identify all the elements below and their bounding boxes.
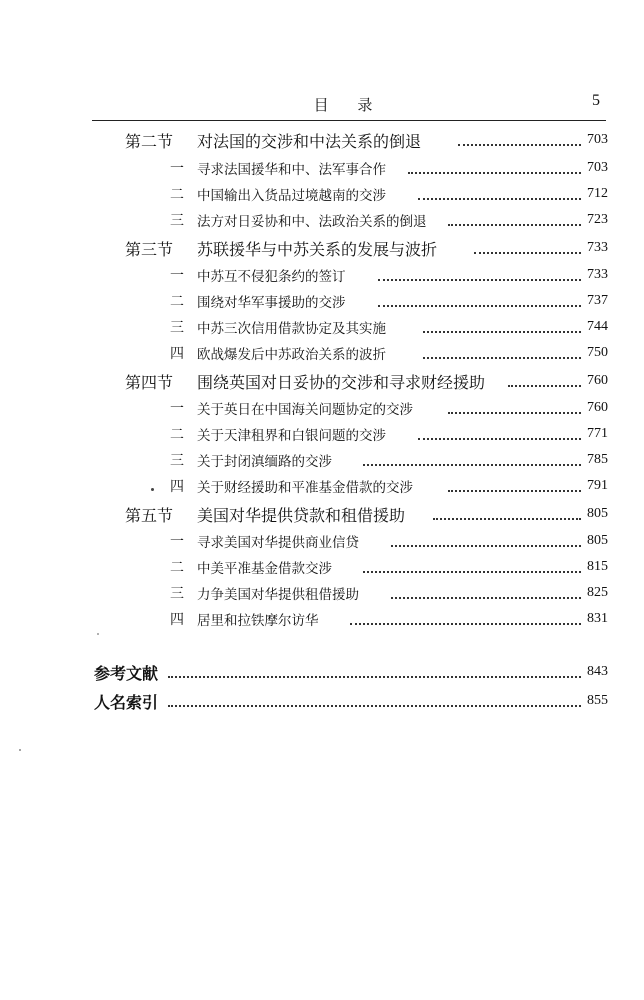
section-number: 第四节 — [125, 372, 174, 392]
toc-backmatter[interactable] — [0, 659, 644, 685]
section-title: 围绕英国对日妥协的交涉和寻求财经援助 — [197, 372, 486, 392]
toc-section[interactable] — [0, 501, 644, 527]
subsection-number: 四 — [170, 479, 184, 495]
subsection-title: 关于封闭滇缅路的交涉 — [197, 454, 332, 470]
page-number: 791 — [587, 478, 608, 493]
toc-section[interactable] — [0, 368, 644, 394]
page-number: 805 — [587, 506, 608, 521]
page-number: 843 — [587, 664, 608, 679]
section-title: 美国对华提供贷款和租借援助 — [197, 505, 406, 525]
toc-subsection[interactable] — [0, 554, 644, 580]
subsection-number: 三 — [170, 586, 184, 602]
subsection-title: 中美平准基金借款交涉 — [197, 561, 332, 577]
backmatter-title: 参考文献 — [94, 663, 159, 683]
section-number: 第三节 — [125, 239, 174, 259]
subsection-title: 中苏互不侵犯条约的签订 — [197, 269, 346, 285]
page-number: 831 — [587, 611, 608, 626]
dot-leader — [418, 437, 581, 440]
dot-leader — [423, 356, 581, 359]
page-number: 805 — [587, 533, 608, 548]
page-number: 785 — [587, 452, 608, 467]
dot-leader — [363, 570, 581, 573]
dot-leader — [378, 304, 581, 307]
subsection-number: 一 — [170, 401, 184, 417]
section-title: 对法国的交涉和中法关系的倒退 — [197, 131, 422, 151]
toc-subsection[interactable] — [0, 288, 644, 314]
subsection-number: 二 — [170, 187, 184, 203]
toc-section[interactable] — [0, 127, 644, 153]
subsection-title: 寻求美国对华提供商业信贷 — [197, 535, 359, 551]
dot-leader — [508, 384, 581, 387]
page-number: 760 — [587, 373, 608, 388]
page-number: 703 — [587, 160, 608, 175]
subsection-number: 一 — [170, 534, 184, 550]
dot-leader — [474, 251, 581, 254]
section-title: 苏联援华与中苏关系的发展与波折 — [197, 239, 438, 259]
subsection-number: 三 — [170, 320, 184, 336]
subsection-title: 中国输出入货品过境越南的交涉 — [197, 188, 386, 204]
dot-leader — [448, 489, 581, 492]
toc-subsection[interactable] — [0, 473, 644, 499]
toc-subsection[interactable] — [0, 314, 644, 340]
dot-leader — [363, 463, 581, 466]
subsection-number: 二 — [170, 560, 184, 576]
page-number: 825 — [587, 585, 608, 600]
subsection-title: 寻求法国援华和中、法军事合作 — [197, 162, 386, 178]
subsection-title: 关于天津租界和白银问题的交涉 — [197, 428, 386, 444]
toc-subsection[interactable] — [0, 155, 644, 181]
dot-leader — [418, 197, 581, 200]
subsection-number: 一 — [170, 161, 184, 177]
subsection-title: 关于财经援助和平准基金借款的交涉 — [197, 480, 413, 496]
page-number: 733 — [587, 267, 608, 282]
toc-subsection[interactable] — [0, 606, 644, 632]
subsection-number: 三 — [170, 453, 184, 469]
page-number: 712 — [587, 186, 608, 201]
dot-leader — [391, 596, 581, 599]
subsection-number: 四 — [170, 346, 184, 362]
subsection-title: 围绕对华军事援助的交涉 — [197, 295, 346, 311]
dot-leader — [378, 278, 581, 281]
dot-leader — [350, 622, 581, 625]
toc-section[interactable] — [0, 235, 644, 261]
subsection-title: 欧战爆发后中苏政治关系的波折 — [197, 347, 386, 363]
toc-subsection[interactable] — [0, 580, 644, 606]
toc-subsection[interactable] — [0, 262, 644, 288]
toc-backmatter[interactable] — [0, 688, 644, 714]
dot-leader — [423, 330, 581, 333]
subsection-title: 居里和拉铁摩尔访华 — [197, 613, 319, 629]
dot-leader — [168, 675, 581, 678]
header-rule — [92, 120, 606, 121]
page-header — [92, 92, 606, 116]
page-number: 733 — [587, 240, 608, 255]
dot-leader — [448, 223, 581, 226]
subsection-number: 一 — [170, 268, 184, 284]
dot-leader — [433, 517, 581, 520]
subsection-title: 法方对日妥协和中、法政治关系的倒退 — [197, 214, 427, 230]
toc-subsection[interactable] — [0, 207, 644, 233]
page-number: 723 — [587, 212, 608, 227]
toc-subsection[interactable] — [0, 421, 644, 447]
stray-mark — [97, 633, 99, 635]
page-number: 815 — [587, 559, 608, 574]
toc-subsection[interactable] — [0, 181, 644, 207]
header-title: 目 录 — [313, 96, 385, 114]
page-number: 760 — [587, 400, 608, 415]
subsection-title: 关于英日在中国海关问题协定的交涉 — [197, 402, 413, 418]
page-number: 750 — [587, 345, 608, 360]
header-page-number: 5 — [592, 92, 600, 109]
subsection-title: 中苏三次信用借款协定及其实施 — [197, 321, 386, 337]
dot-leader — [408, 171, 581, 174]
subsection-number: 二 — [170, 427, 184, 443]
page-number: 855 — [587, 693, 608, 708]
subsection-number: 四 — [170, 612, 184, 628]
section-number: 第二节 — [125, 131, 174, 151]
subsection-number: 二 — [170, 294, 184, 310]
dot-leader — [391, 544, 581, 547]
dot-leader — [458, 143, 581, 146]
page-number: 744 — [587, 319, 608, 334]
toc-subsection[interactable] — [0, 340, 644, 366]
backmatter-title: 人名索引 — [94, 692, 159, 712]
subsection-number: 三 — [170, 213, 184, 229]
toc-subsection[interactable] — [0, 447, 644, 473]
dot-leader — [448, 411, 581, 414]
subsection-title: 力争美国对华提供租借援助 — [197, 587, 359, 603]
dot-leader — [168, 704, 581, 707]
stray-mark — [19, 749, 21, 751]
page-number: 737 — [587, 293, 608, 308]
toc-subsection[interactable] — [0, 528, 644, 554]
page-number: 771 — [587, 426, 608, 441]
toc-subsection[interactable] — [0, 395, 644, 421]
page-number: 703 — [587, 132, 608, 147]
section-number: 第五节 — [125, 505, 174, 525]
